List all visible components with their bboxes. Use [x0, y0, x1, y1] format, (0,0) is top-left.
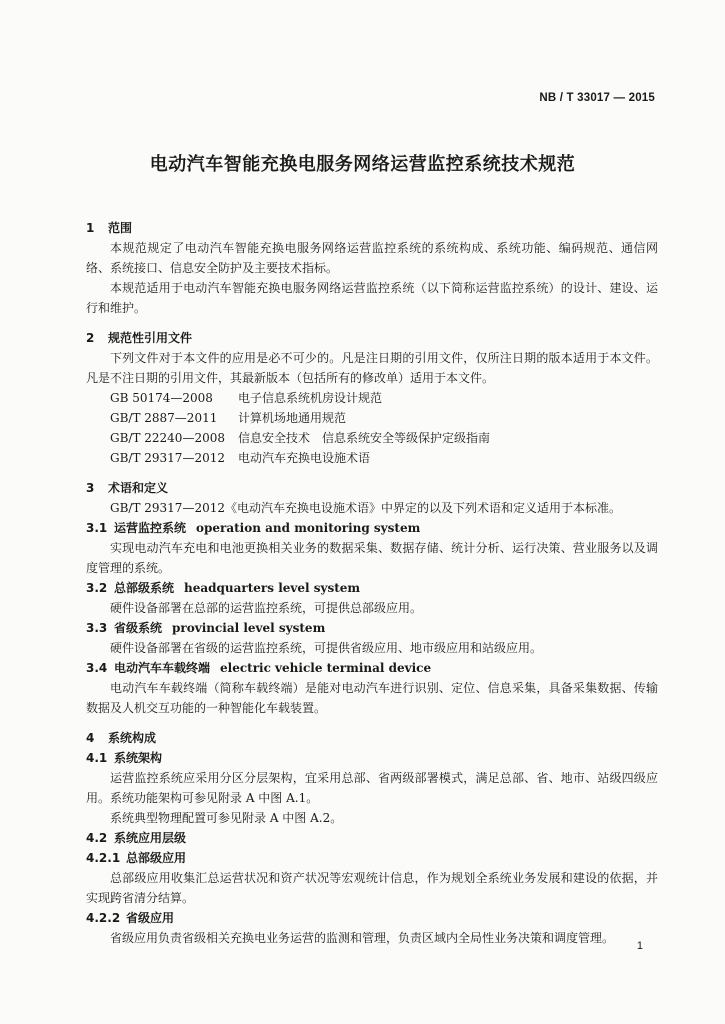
- subsection-title: 总部级应用: [126, 851, 187, 865]
- subsection-4-2-1-heading: [86, 848, 658, 868]
- reference-item: [86, 408, 658, 428]
- section-title: 系统构成: [108, 731, 157, 745]
- paragraph: 本规范适用于电动汽车智能充换电服务网络运营监控系统（以下简称运营监控系统）的设计、建设、运行和维护。: [86, 281, 658, 315]
- subsection-number: 4.2.1: [86, 851, 121, 865]
- term-cn: 电动汽车车载终端: [114, 661, 211, 675]
- reference-item: [86, 448, 658, 468]
- reference-title: 电动汽车充换电设施术语: [238, 451, 371, 465]
- reference-code: GB 50174—2008: [110, 391, 213, 405]
- term-number: 3.1: [86, 521, 108, 535]
- section-1-heading: [86, 218, 658, 238]
- subsection-number: 4.2: [86, 831, 108, 845]
- term-heading: [86, 518, 658, 538]
- term-heading: [86, 658, 658, 678]
- reference-item: [86, 388, 658, 408]
- subsection-4-1-heading: [86, 748, 658, 768]
- subsection-number: 4.1: [86, 751, 108, 765]
- paragraph: 系统典型物理配置可参见附录 A 中图 A.2。: [110, 811, 343, 825]
- subsection-title: 系统架构: [114, 751, 163, 765]
- section-title: 规范性引用文件: [108, 331, 193, 345]
- subsection-title: 系统应用层级: [114, 831, 187, 845]
- term-cn: 总部级系统: [114, 581, 175, 595]
- section-4-heading: [86, 728, 658, 748]
- section-number: 3: [86, 481, 95, 495]
- term-cn: 省级系统: [114, 621, 163, 635]
- paragraph: 本规范规定了电动汽车智能充换电服务网络运营监控系统的系统构成、系统功能、编码规范、通信网络、系统接口、信息安全防护及主要技术指标。: [86, 241, 658, 275]
- paragraph: GB/T 29317—2012《电动汽车充换电设施术语》中界定的以及下列术语和定义适用于本标准。: [110, 501, 621, 515]
- term-number: 3.4: [86, 661, 108, 675]
- section-2-heading: [86, 328, 658, 348]
- subsection-title: 省级应用: [126, 911, 175, 925]
- reference-title: 计算机场地通用规范: [238, 411, 347, 425]
- subsection-4-2-2-heading: [86, 908, 658, 928]
- section-title: 术语和定义: [108, 481, 169, 495]
- term-number: 3.2: [86, 581, 108, 595]
- subsection-4-2-heading: [86, 828, 658, 848]
- page-number: 1: [636, 940, 643, 952]
- term-heading: [86, 578, 658, 598]
- term-en: headquarters level system: [184, 581, 361, 595]
- term-heading: [86, 618, 658, 638]
- reference-title: 电子信息系统机房设计规范: [238, 391, 383, 405]
- reference-title: 信息安全技术 信息系统安全等级保护定级指南: [238, 431, 491, 445]
- reference-code: GB/T 2887—2011: [110, 411, 218, 425]
- term-en: electric vehicle terminal device: [220, 661, 432, 675]
- term-en: provincial level system: [172, 621, 326, 635]
- term-definition: 硬件设备部署在总部的运营监控系统，可提供总部级应用。: [110, 601, 423, 615]
- paragraph: 总部级应用收集汇总运营状况和资产状况等宏观统计信息，作为规划全系统业务发展和建设的依据，并实现跨省清分结算。: [86, 871, 658, 905]
- reference-code: GB/T 22240—2008: [110, 431, 225, 445]
- term-definition: 实现电动汽车充电和电池更换相关业务的数据采集、数据存储、统计分析、运行决策、营业服务以及调度管理的系统。: [86, 541, 658, 575]
- term-en: operation and monitoring system: [196, 521, 421, 535]
- section-number: 4: [86, 731, 95, 745]
- reference-item: [86, 428, 658, 448]
- term-definition: 电动汽车车载终端（简称车载终端）是能对电动汽车进行识别、定位、信息采集，具备采集数据、传输数据及人机交互功能的一种智能化车载装置。: [86, 681, 658, 715]
- paragraph: 运营监控系统应采用分区分层架构，宜采用总部、省两级部署模式，满足总部、省、地市、站级四级应用。系统功能架构可参见附录 A 中图 A.1。: [86, 771, 658, 805]
- term-cn: 运营监控系统: [114, 521, 187, 535]
- term-number: 3.3: [86, 621, 108, 635]
- subsection-number: 4.2.2: [86, 911, 121, 925]
- document-body: [86, 218, 658, 948]
- paragraph: 下列文件对于本文件的应用是必不可少的。凡是注日期的引用文件，仅所注日期的版本适用于本文件。凡是不注日期的引用文件，其最新版本（包括所有的修改单）适用于本文件。: [86, 351, 658, 385]
- section-number: 2: [86, 331, 95, 345]
- term-definition: 硬件设备部署在省级的运营监控系统，可提供省级应用、地市级应用和站级应用。: [110, 641, 543, 655]
- standard-code: NB / T 33017 — 2015: [539, 92, 655, 104]
- section-number: 1: [86, 221, 95, 235]
- section-3-heading: [86, 478, 658, 498]
- document-title: 电动汽车智能充换电服务网络运营监控系统技术规范: [149, 154, 576, 175]
- reference-code: GB/T 29317—2012: [110, 451, 225, 465]
- paragraph: 省级应用负责省级相关充换电业务运营的监测和管理，负责区域内全局性业务决策和调度管理。: [110, 931, 615, 945]
- section-title: 范围: [108, 221, 133, 235]
